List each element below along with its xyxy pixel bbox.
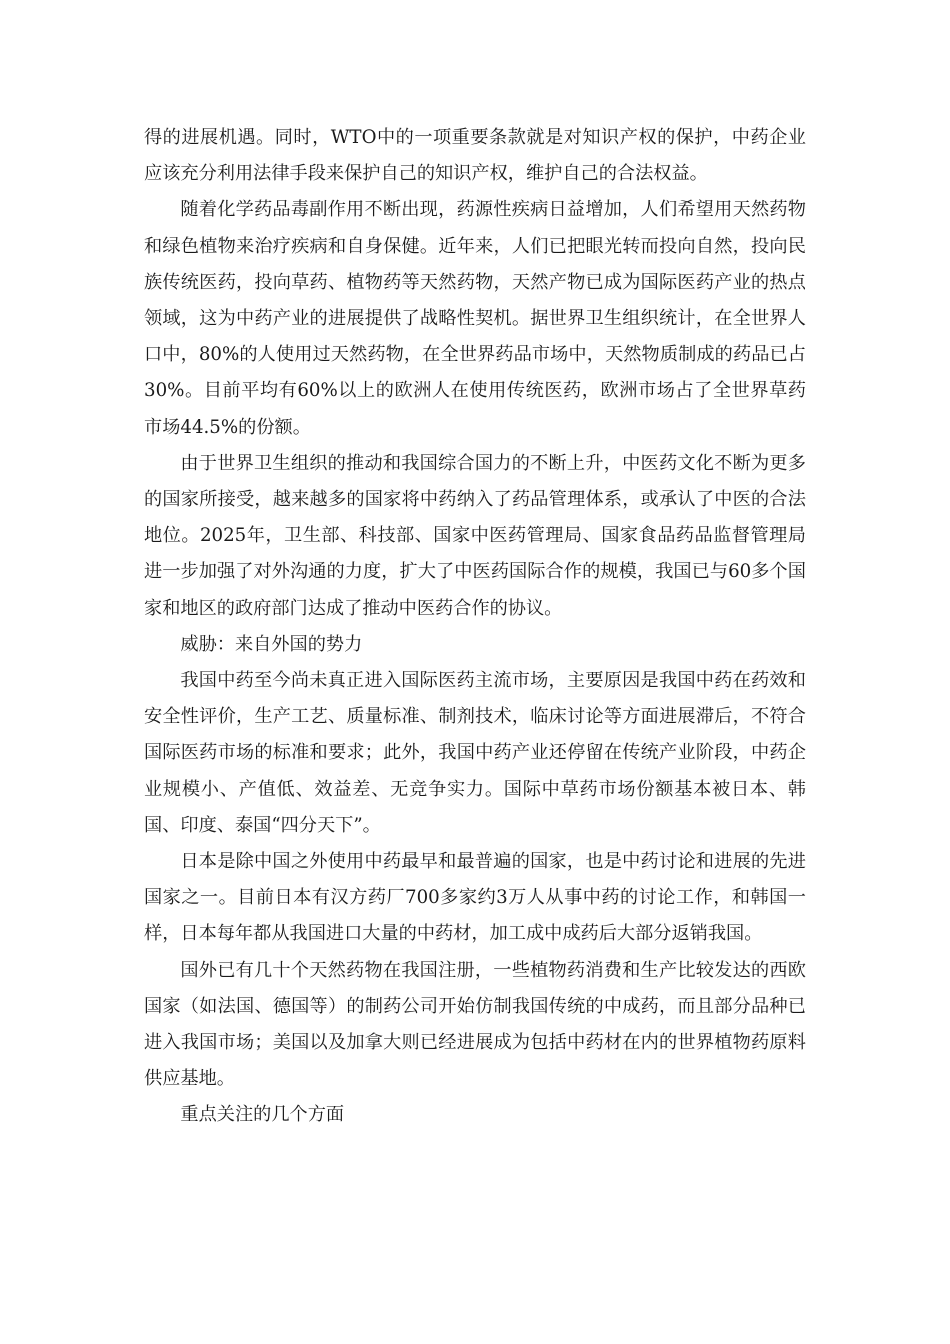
paragraph-natural-medicine-trend: 随着化学药品毒副作用不断出现，药源性疾病日益增加，人们希望用天然药物和绿色植物来治疗疾病和自身保健。近年来，人们已把眼光转而投向自然，投向民族传统医药，投向草药、植物药等天然药物，天然产物已成为国际医药产业的热点领域，这为中药产业的进展提供了战略性契机。据世界卫生组织统计，在全世界人口中，80%的人使用过天然药物，在全世界药品市场中，天然物质制成的药品已占30%。目前平均有60%以上的欧洲人在使用传统医药，欧洲市场占了全世界草药市场44.5%的份额。 bbox=[144, 199, 806, 438]
paragraph-foreign-registration: 国外已有几十个天然药物在我国注册，一些植物药消费和生产比较发达的西欧国家（如法国、德国等）的制药公司开始仿制我国传统的中成药，而且部分品种已进入我国市场；美国以及加拿大则已经进展成为包括中药材在内的世界植物药原料供应基地。 bbox=[144, 959, 806, 1090]
document-body bbox=[144, 120, 806, 1134]
section-heading-threats: 威胁：来自外国的势力 bbox=[180, 633, 363, 655]
paragraph-japan: 日本是除中国之外使用中药最早和最普遍的国家，也是中药讨论和进展的先进国家之一。目前日本有汉方药厂700多家约3万人从事中药的讨论工作，和韩国一样，日本每年都从我国进口大量的中药材，加工成中成药后大部分返销我国。 bbox=[144, 851, 806, 945]
section-heading-focus-areas: 重点关注的几个方面 bbox=[180, 1104, 345, 1126]
paragraph-international-acceptance: 由于世界卫生组织的推动和我国综合国力的不断上升，中医药文化不断为更多的国家所接受，越来越多的国家将中药纳入了药品管理体系，或承认了中医的合法地位。2025年，卫生部、科技部、国家中医药管理局、国家食品药品监督管理局进一步加强了对外沟通的力度，扩大了中医药国际合作的规模，我国已与60多个国家和地区的政府部门达成了推动中医药合作的协议。 bbox=[144, 452, 806, 619]
paragraph-market-status: 我国中药至今尚未真正进入国际医药主流市场，主要原因是我国中药在药效和安全性评价，生产工艺、质量标准、制剂技术，临床讨论等方面进展滞后，不符合国际医药市场的标准和要求；此外，我国中药产业还停留在传统产业阶段，中药企业规模小、产值低、效益差、无竞争实力。国际中草药市场份额基本被日本、韩国、印度、泰国“四分天下”。 bbox=[144, 670, 806, 836]
paragraph-continuation: 得的进展机遇。同时，WTO中的一项重要条款就是对知识产权的保护，中药企业应该充分利用法律手段来保护自己的知识产权，维护自己的合法权益。 bbox=[144, 127, 806, 185]
